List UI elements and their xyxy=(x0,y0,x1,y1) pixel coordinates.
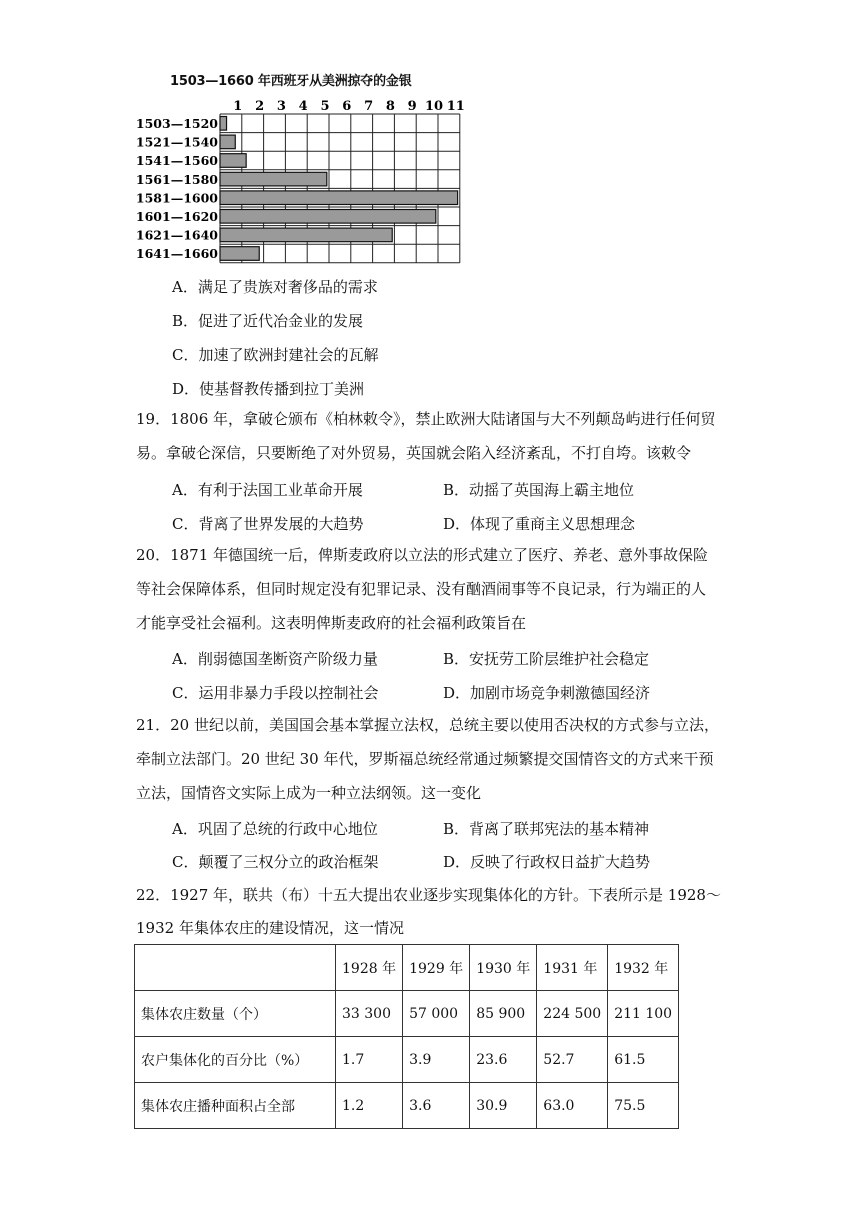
table-cell: 75.5 xyxy=(608,1083,679,1129)
q20-option-c: C．运用非暴力手段以控制社会 xyxy=(172,684,379,702)
table-cell: 农户集体化的百分比（%） xyxy=(135,1037,336,1083)
bar xyxy=(220,210,436,224)
table-cell: 1.7 xyxy=(336,1037,403,1083)
bar xyxy=(220,154,246,168)
x-tick-label: 1 xyxy=(233,99,243,114)
category-label: 1581—1600 xyxy=(135,190,218,206)
x-tick-label: 7 xyxy=(364,99,374,114)
x-tick-label: 4 xyxy=(298,99,308,114)
x-tick-label: 8 xyxy=(385,99,395,114)
category-label: 1561—1580 xyxy=(135,171,218,187)
x-tick-label: 6 xyxy=(342,99,352,114)
chart-title: 1503—1660 年西班牙从美洲掠夺的金银 xyxy=(170,74,412,89)
bar xyxy=(220,228,392,242)
table-cell: 集体农庄播种面积占全部 xyxy=(135,1083,336,1129)
table-row xyxy=(135,1083,679,1129)
table-cell: 61.5 xyxy=(608,1037,679,1083)
q20-stem-line3: 才能享受社会福利。这表明俾斯麦政府的社会福利政策旨在 xyxy=(136,614,527,632)
table-header-cell xyxy=(135,945,336,991)
x-tick-label: 9 xyxy=(407,99,417,114)
x-tick-label: 3 xyxy=(276,99,286,114)
table-cell: 57 000 xyxy=(403,991,470,1037)
table-header-cell: 1928 年 xyxy=(336,945,403,991)
table-row xyxy=(135,991,679,1037)
collective-farm-table xyxy=(134,944,679,1129)
q20-option-a: A．削弱德国垄断资产阶级力量 xyxy=(172,650,378,668)
q22-stem-line2: 1932 年集体农庄的建设情况，这一情况 xyxy=(136,919,404,937)
bar xyxy=(220,117,227,131)
category-label: 1621—1640 xyxy=(135,227,218,243)
table-cell: 85 900 xyxy=(470,991,537,1037)
q18-option-d: D．使基督教传播到拉丁美洲 xyxy=(172,380,365,398)
category-label: 1503—1520 xyxy=(135,116,218,131)
table-cell: 52.7 xyxy=(537,1037,608,1083)
table-header-row xyxy=(135,945,679,991)
q20-option-b: B．安抚劳工阶层维护社会稳定 xyxy=(443,650,650,668)
bar xyxy=(220,135,235,149)
q22-stem-line1: 22．1927 年，联共（布）十五大提出农业逐步实现集体化的方针。下表所示是 1928～ xyxy=(136,886,721,904)
table-cell: 30.9 xyxy=(470,1083,537,1129)
table-row xyxy=(135,1037,679,1083)
table-header-cell: 1932 年 xyxy=(608,945,679,991)
q18-option-c: C．加速了欧洲封建社会的瓦解 xyxy=(172,346,379,364)
bar xyxy=(220,172,327,186)
x-tick-label: 5 xyxy=(320,99,330,114)
table-cell: 23.6 xyxy=(470,1037,537,1083)
category-label: 1521—1540 xyxy=(135,134,218,150)
x-tick-label: 11 xyxy=(446,99,465,114)
table-cell: 3.6 xyxy=(403,1083,470,1129)
table-cell: 1.2 xyxy=(336,1083,403,1129)
q19-option-d: D．体现了重商主义思想理念 xyxy=(443,515,636,533)
q19-option-c: C．背离了世界发展的大趋势 xyxy=(172,515,364,533)
q18-option-b: B．促进了近代冶金业的发展 xyxy=(172,312,364,330)
q21-stem-line2: 牵制立法部门。20 世纪 30 年代，罗斯福总统经常通过频繁提交国情咨文的方式来干预 xyxy=(136,750,714,768)
table-cell: 63.0 xyxy=(537,1083,608,1129)
q18-option-a: A．满足了贵族对奢侈品的需求 xyxy=(172,278,378,296)
q20-stem-line1: 20．1871 年德国统一后，俾斯麦政府以立法的形式建立了医疗、养老、意外事故保险 xyxy=(136,546,709,564)
q21-option-a: A．巩固了总统的行政中心地位 xyxy=(172,820,378,838)
table-header-cell: 1930 年 xyxy=(470,945,537,991)
x-tick-label: 10 xyxy=(424,99,444,114)
x-tick-label: 2 xyxy=(255,99,265,114)
q21-stem-line1: 21．20 世纪以前，美国国会基本掌握立法权，总统主要以使用否决权的方式参与立法， xyxy=(136,716,719,734)
table-header-cell: 1929 年 xyxy=(403,945,470,991)
q21-option-d: D．反映了行政权日益扩大趋势 xyxy=(443,853,651,871)
q20-stem-line2: 等社会保障体系，但同时规定没有犯罪记录、没有酗酒闹事等不良记录，行为端正的人 xyxy=(136,580,707,598)
q20-option-d: D．加剧市场竞争刺激德国经济 xyxy=(443,684,651,702)
q19-stem-line1: 19．1806 年，拿破仑颁布《柏林敕令》，禁止欧洲大陆诸国与大不列颠岛屿进行任何贸 xyxy=(136,410,716,428)
q21-option-c: C．颠覆了三权分立的政治框架 xyxy=(172,853,379,871)
bar-chart xyxy=(0,0,860,270)
table-cell: 33 300 xyxy=(336,991,403,1037)
category-label: 1641—1660 xyxy=(135,246,218,262)
q19-option-b: B．动摇了英国海上霸主地位 xyxy=(443,481,635,499)
q21-option-b: B．背离了联邦宪法的基本精神 xyxy=(443,820,650,838)
category-label: 1601—1620 xyxy=(135,209,218,224)
table-cell: 3.9 xyxy=(403,1037,470,1083)
q19-option-a: A．有利于法国工业革命开展 xyxy=(172,481,363,499)
table-header-cell: 1931 年 xyxy=(537,945,608,991)
table-cell: 211 100 xyxy=(608,991,679,1037)
q21-stem-line3: 立法，国情咨文实际上成为一种立法纲领。这一变化 xyxy=(136,784,482,802)
bar xyxy=(220,191,458,205)
q19-stem-line2: 易。拿破仑深信，只要断绝了对外贸易，英国就会陷入经济紊乱，不打自垮。该敕令 xyxy=(136,444,692,462)
table-cell: 集体农庄数量（个） xyxy=(135,991,336,1037)
table-cell: 224 500 xyxy=(537,991,608,1037)
bar xyxy=(220,247,259,261)
category-label: 1541—1560 xyxy=(135,153,218,169)
